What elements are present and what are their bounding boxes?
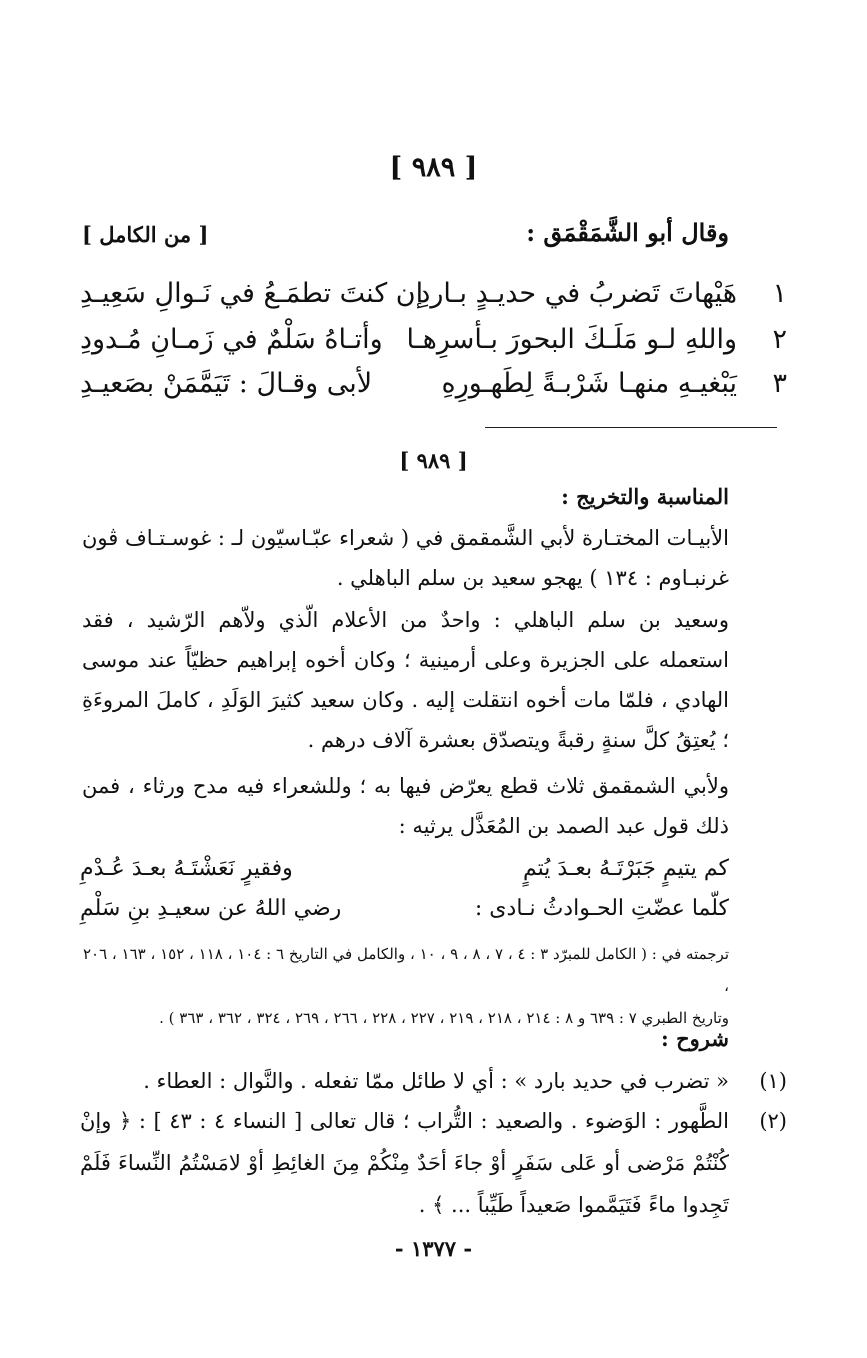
- notes-paragraph-3: ولأبي الشمقمق ثلاث قطع يعرّض فيها به ؛ وللشعراء فيه مدح ورثاء ، فمن ذلك قول عبد الصمد بن المُعَذَّل يرثيه :: [82, 774, 729, 838]
- references: [80, 938, 729, 1034]
- references-line-1: ترجمته في : ( الكامل للمبرّد ٣ : ٤ ، ٧ ، ٨ ، ٩ ، ١٠ ، والكامل في التاريخ ٦ : ١٠٤ ، ١١٨ ، ١٥٢ ، ١٦٣ ، ٢٠٦ ،: [82, 945, 729, 995]
- references-line-2: وتاريخ الطبري ٧ : ٦٣٩ و ٨ : ٢١٤ ، ٢١٨ ، ٢١٩ ، ٢٢٧ ، ٢٢٨ ، ٢٦٦ ، ٢٦٩ ، ٣٢٤ ، ٣٦٢ ، ٣٦٣ ) .: [159, 1009, 729, 1027]
- verse-number: ٢: [772, 324, 787, 355]
- commentary-text: « تضرب في حديد بارد » : أي لا طائل ممّا تفعله . والنَّوال : العطاء .: [143, 1069, 729, 1093]
- verse-first-hemistich: واللهِ لـو مَلَـكَ البحورَ بـأسرِهـا: [406, 324, 737, 355]
- poet-attribution: وقال أبو الشَّمَقْمَق :: [526, 218, 729, 247]
- quoted-verse-2: [80, 896, 729, 936]
- notes-number: [ ٩٨٩ ]: [399, 448, 468, 473]
- quoted-second-hemistich: رضي اللهُ عن سعيـدِ بنِ سَلْمِ: [80, 896, 342, 921]
- meter-label: [ من الكامل ]: [82, 222, 209, 247]
- notes-title: المناسبة والتخريج :: [561, 484, 729, 509]
- verse-number: ٣: [772, 368, 787, 399]
- quoted-verse-1: [80, 856, 729, 896]
- verse-second-hemistich: وأتـاهُ سَلْمٌ في زَمـانِ مُـدودِ: [80, 324, 383, 355]
- notes-paragraph-2: وسعيد بن سلم الباهلي : واحدٌ من الأعلام الّذي ولاّهم الرّشيد ، فقد استعمله على الجزيرة وعلى أرمينية ؛ وكان أخوه إبراهيم حظيّاً عند موسى الهادي ، فلمّا مات أخوه انتقلت إليه . وكان سعيد كثيرَ الوَلَدِ ، كاملَ المروءَةِ ؛ يُعتِقُ كلَّ سنةٍ رقبةً ويتصدّق بعشرة آلاف درهم .: [82, 608, 729, 752]
- verse-1: [80, 278, 787, 328]
- commentary-number: (١): [759, 1069, 787, 1093]
- verse-second-hemistich: لأبى وقـالَ : تَيَمَّمَنْ بصَعيـدِ: [80, 368, 373, 399]
- quoted-first-hemistich: كم يتيمٍ جَبَرْتَـهُ بعـدَ يُتمٍ: [522, 856, 729, 881]
- commentary-item-2: [80, 1100, 787, 1226]
- commentary-text: الطَّهور : الوَضوء . والصعيد : التُّراب ؛ قال تعالى [ النساء ٤ : ٤٣ ] : ﴿ وإنْ كُنْتُمْ مَرْضى أو عَلى سَفَرٍ أوْ جاءَ أحَدٌ مِنْكُمْ مِنَ الغائِطِ أوْ لامَسْتُمُ النِّساءَ فَلَمْ تَجِدوا ماءً فَتَيَمَّموا صَعيداً طَيِّباً ... ﴾ .: [80, 1109, 729, 1217]
- commentary-number: (٢): [759, 1109, 787, 1133]
- page-number: - ١٣٧٧ -: [394, 1236, 473, 1261]
- commentary-title: شروح :: [661, 1026, 729, 1051]
- verse-number: ١: [772, 278, 787, 309]
- poem-number: [ ٩٨٩ ]: [389, 152, 478, 183]
- verse-first-hemistich: هَيْهاتَ تَضربُ في حديـدٍ بـاردِ: [418, 278, 737, 309]
- verse-first-hemistich: يَبْغيـهِ منهـا شَرْبـةً لِطَهـورِهِ: [441, 368, 737, 399]
- verse-2: [80, 324, 787, 374]
- verse-second-hemistich: إن كنتَ تطمَـعُ في نَـوالِ سَعِيـدِ: [80, 278, 424, 309]
- quoted-second-hemistich: وفقيرٍ نَعَشْتَـهُ بعـدَ عُـدْمِ: [80, 856, 293, 881]
- notes-paragraph-1: الأبيـات المختـارة لأبي الشَّمقمق في ( شعراء عبّـاسيّون لـ : غوسـتـاف ڤون غرنبـاوم : ١٣٤ ) يهجو سعيد بن سلم الباهلي .: [82, 526, 729, 590]
- commentary-item-1: [80, 1060, 787, 1102]
- footnote-divider: [485, 427, 777, 428]
- verse-3: [80, 368, 787, 418]
- quoted-first-hemistich: كلّما عضّتِ الحـوادثُ نـادى :: [474, 896, 729, 921]
